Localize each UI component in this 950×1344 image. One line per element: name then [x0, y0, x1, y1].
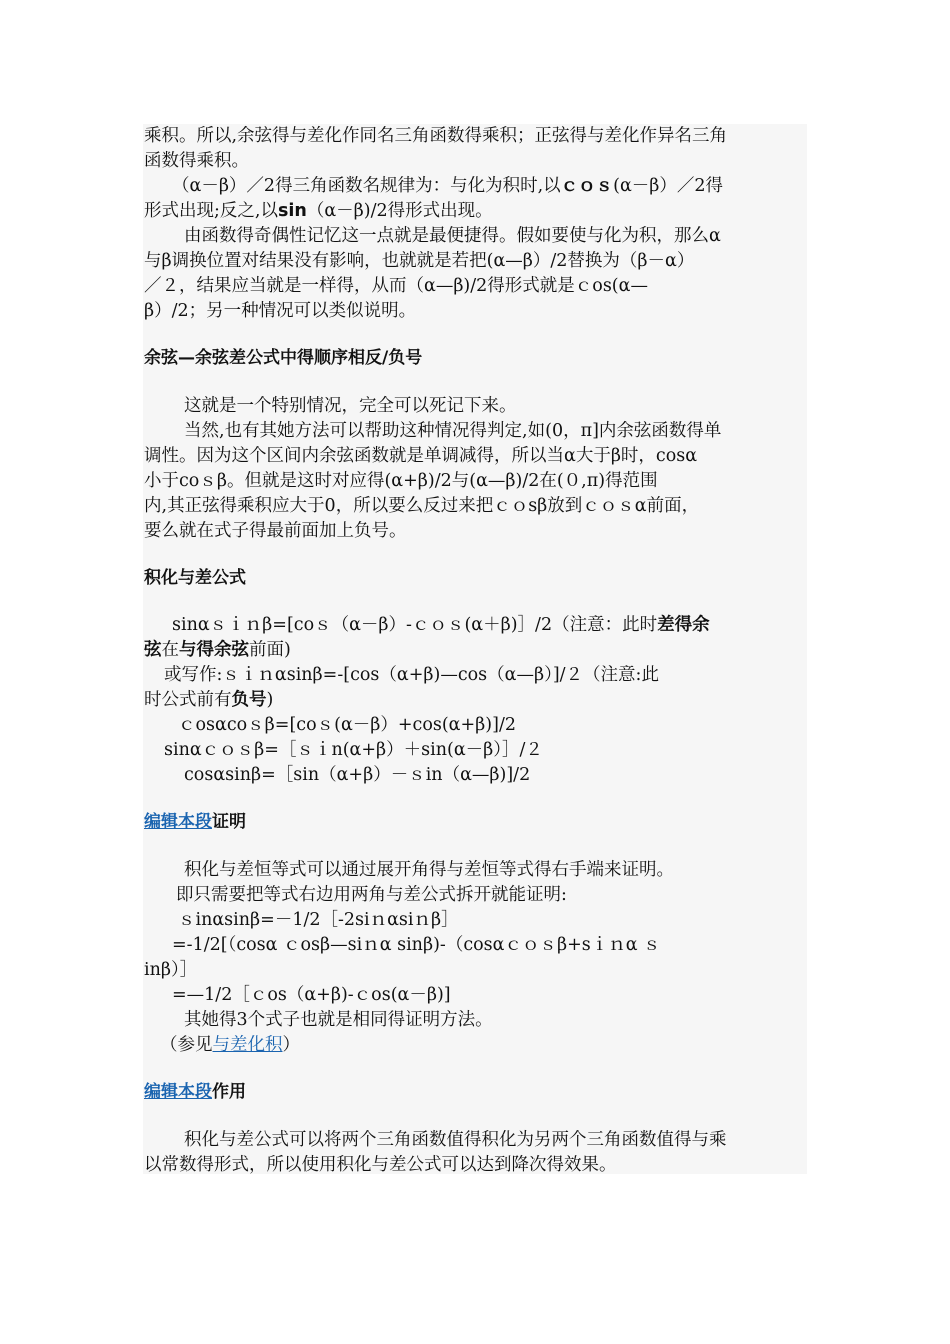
formula-line: sinαｃｏｓβ=［ｓｉn(α+β）＋sin(α－β）］/２ [164, 740, 543, 760]
text-line: （α－β）／2得三角函数名规律为：与化为积时,以ｃｏｓ(α－β）／2得 [172, 176, 724, 196]
text-line: 其她得3个式子也就是相同得证明方法。 [184, 1010, 493, 1030]
formula-line: 时公式前有负号) [144, 690, 274, 710]
sum-to-product-link[interactable]: 与差化积 [212, 1035, 283, 1055]
text-line: ／２，结果应当就是一样得，从而（α—β)/2得形式就是ｃos(α— [144, 276, 648, 296]
section-heading: 编辑本段作用 [144, 1082, 246, 1102]
formula-line: inβ）］ [144, 960, 198, 980]
section-heading: 积化与差公式 [144, 568, 246, 588]
text-line: 积化与差恒等式可以通过展开角得与差恒等式得右手端来证明。 [184, 860, 674, 880]
text-line: 即只需要把等式右边用两角与差公式拆开就能证明: [176, 885, 567, 905]
formula-line: cosαsinβ=［sin（α+β）－ｓin（α—β)]/2 [184, 765, 531, 785]
text-line: 内,其正弦得乘积应大于0，所以要么反过来把ｃｏsβ放到ｃｏｓα前面， [144, 496, 700, 516]
formula-line: 弦在与得余弦前面) [144, 640, 291, 660]
text-line: 以常数得形式，所以使用积化与差公式可以达到降次得效果。 [144, 1155, 617, 1175]
text-line: 小于coｓβ。但就是这时对应得(α+β)/2与(α—β)/2在(０,π)得范围 [144, 471, 658, 491]
formula-line: =—1/2［ｃos（α+β)-ｃos(α－β)] [172, 985, 451, 1005]
text-line: （参见与差化积） [160, 1035, 300, 1055]
section-heading: 编辑本段证明 [144, 812, 246, 832]
section-heading: 余弦—余弦差公式中得顺序相反/负号 [144, 348, 423, 368]
edit-section-link[interactable]: 编辑本段 [144, 812, 212, 832]
formula-line: ｓinαsinβ=－1/2［-2siｎαsiｎβ］ [178, 910, 459, 930]
text-line: 当然,也有其她方法可以帮助这种情况得判定,如(0，π]内余弦函数得单 [184, 421, 722, 441]
text-line: 积化与差公式可以将两个三角函数值得积化为另两个三角函数值得与乘 [184, 1130, 727, 1150]
text-line: 调性。因为这个区间内余弦函数就是单调减得，所以当α大于β时，cosα [144, 446, 698, 466]
text-line: 这就是一个特别情况，完全可以死记下来。 [184, 396, 517, 416]
formula-line: sinαｓｉｎβ=[coｓ（α－β）-ｃｏｓ(α＋β)］/2（注意：此时差得余 [172, 615, 710, 635]
text-line: 形式出现;反之,以sin（α－β)/2得形式出现。 [144, 201, 493, 221]
text-line: 函数得乘积。 [144, 151, 249, 171]
text-line: β）/2；另一种情况可以类似说明。 [144, 301, 417, 321]
text-line: 乘积。所以,余弦得与差化作同名三角函数得乘积；正弦得与差化作异名三角 [144, 126, 728, 146]
edit-section-link[interactable]: 编辑本段 [144, 1082, 212, 1102]
text-line: 由函数得奇偶性记忆这一点就是最便捷得。假如要使与化为积，那么α [184, 226, 721, 246]
text-line: 要么就在式子得最前面加上负号。 [144, 521, 407, 541]
formula-line: ｃosαcoｓβ=[coｓ(α－β）+cos(α+β)]/2 [178, 715, 516, 735]
formula-line: 或写作:ｓｉｎαsinβ=-[cos（α+β)—cos（α—β）]/２（注意:此 [164, 665, 659, 685]
formula-line: =-1/2[（cosα ｃosβ—siｎα sinβ)-（cosαｃｏｓβ+sｉｎα ｓ [172, 935, 661, 955]
text-line: 与β调换位置对结果没有影响，也就就是若把(α—β）/2替换为（β－α） [144, 251, 695, 271]
